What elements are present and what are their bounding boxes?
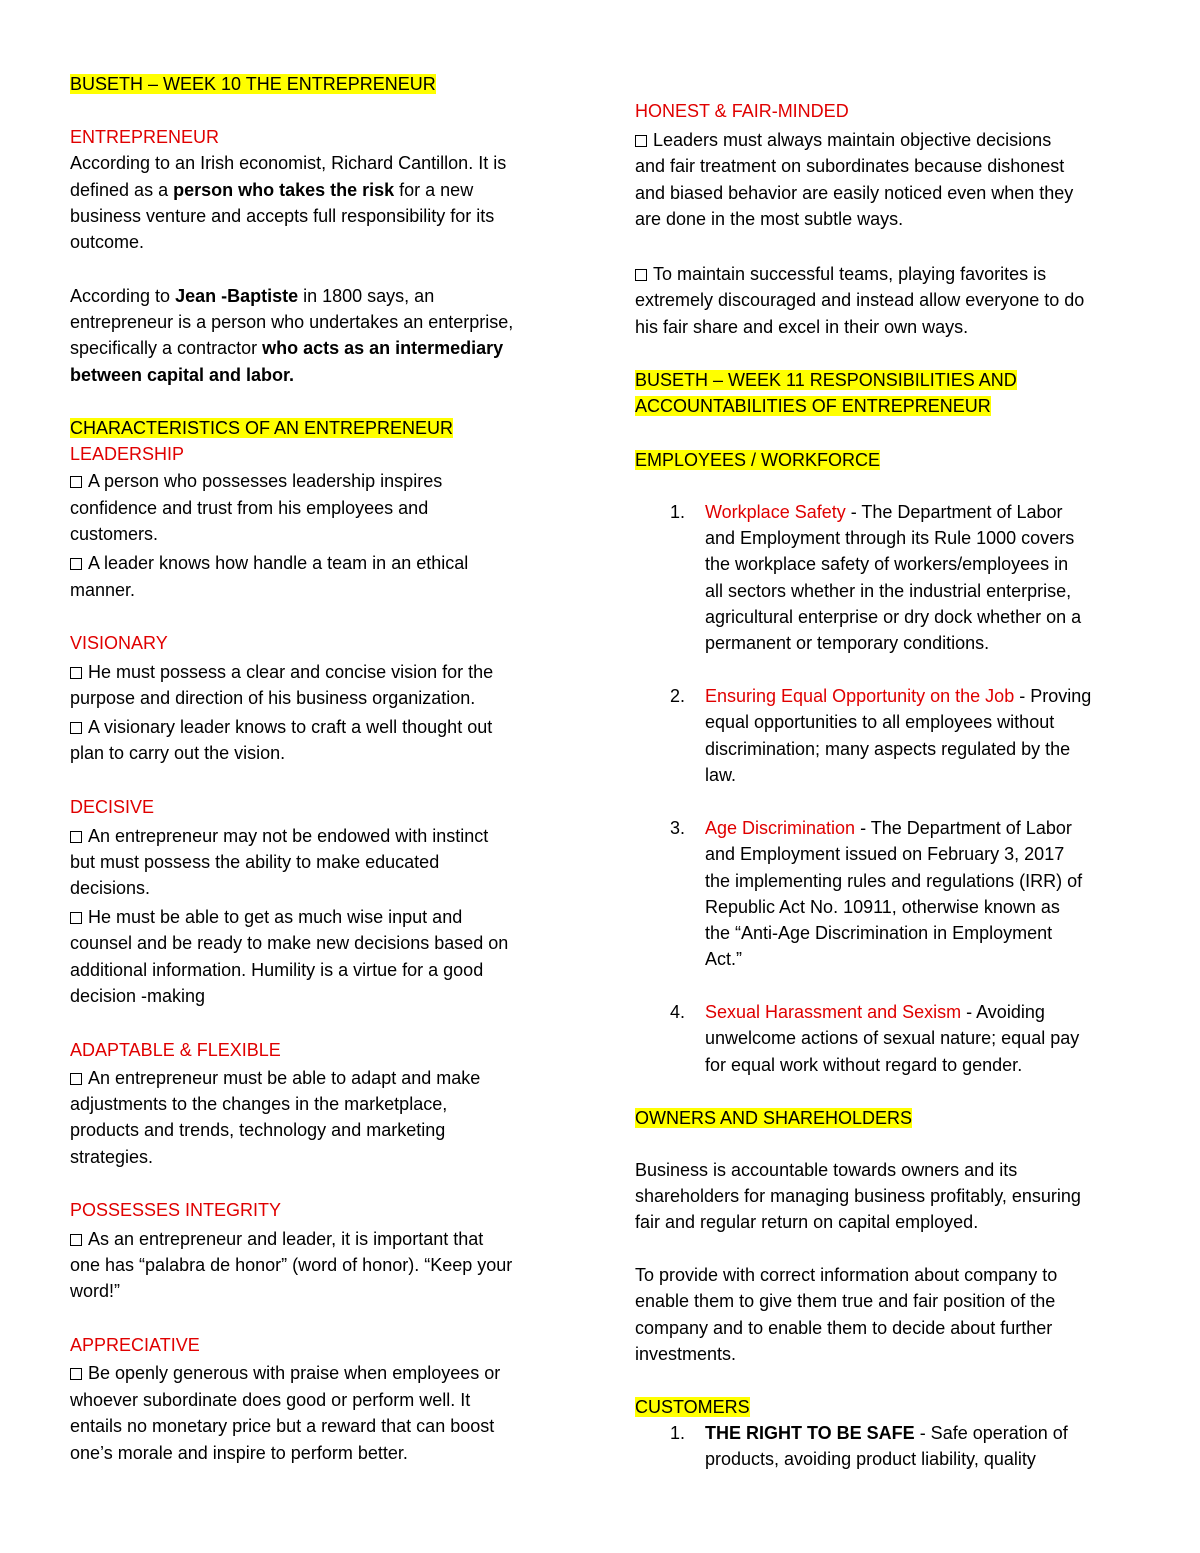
bullet-line: purpose and direction of his business organization. xyxy=(70,688,476,708)
owners-heading: OWNERS AND SHAREHOLDERS xyxy=(635,1108,913,1128)
bullet-line: manner. xyxy=(70,580,136,600)
checkbox-bullet-icon xyxy=(635,135,647,147)
list-number: 1. xyxy=(670,502,686,522)
list-item: Workplace Safety - The Department of Labor xyxy=(705,502,1063,522)
list-number: 2. xyxy=(670,686,686,706)
bullet-line: plan to carry out the vision. xyxy=(70,743,286,763)
checkbox-bullet-icon xyxy=(70,1073,82,1085)
week10-title: BUSETH – WEEK 10 THE ENTREPRENEUR xyxy=(70,74,436,94)
paragraph-line: company and to enable them to decide about further xyxy=(635,1318,1053,1338)
adaptable-heading: ADAPTABLE & FLEXIBLE xyxy=(70,1040,281,1060)
paragraph-line: According to Jean -Baptiste in 1800 says, an xyxy=(70,286,435,306)
bullet-line: An entrepreneur may not be endowed with instinct xyxy=(70,823,488,849)
appreciative-heading: APPRECIATIVE xyxy=(70,1335,200,1355)
paragraph-line: between capital and labor. xyxy=(70,365,295,385)
list-item-line: agricultural enterprise or dry dock whether on a xyxy=(705,607,1082,627)
bullet-line: one has “palabra de honor” (word of honor). “Keep your xyxy=(70,1255,513,1275)
decisive-heading: DECISIVE xyxy=(70,797,155,817)
list-item-line: Act.” xyxy=(705,949,743,969)
paragraph-line: investments. xyxy=(635,1344,737,1364)
paragraph-line: enable them to give them true and fair position of the xyxy=(635,1291,1056,1311)
checkbox-bullet-icon xyxy=(70,667,82,679)
checkbox-bullet-icon xyxy=(70,722,82,734)
bullet-line: A leader knows how handle a team in an ethical xyxy=(70,550,468,576)
list-item: Ensuring Equal Opportunity on the Job - Proving xyxy=(705,686,1092,706)
list-item-line: and Employment issued on February 3, 2017 xyxy=(705,844,1065,864)
list-item-line: the implementing rules and regulations (IRR) of xyxy=(705,871,1083,891)
bullet-line: whoever subordinate does good or perform well. It xyxy=(70,1390,471,1410)
paragraph-line: fair and regular return on capital employed. xyxy=(635,1212,979,1232)
bullet-line: decision -making xyxy=(70,986,206,1006)
paragraph-line: specifically a contractor who acts as an intermediary xyxy=(70,338,504,358)
entrepreneur-heading: ENTREPRENEUR xyxy=(70,127,220,147)
list-item: Age Discrimination - The Department of Labor xyxy=(705,818,1072,838)
bullet-line: entails no monetary price but a reward that can boost xyxy=(70,1416,495,1436)
list-item: THE RIGHT TO BE SAFE - Safe operation of xyxy=(705,1423,1068,1443)
bullet-line: A visionary leader knows to craft a well thought out xyxy=(70,714,492,740)
checkbox-bullet-icon xyxy=(70,1234,82,1246)
paragraph-line: To provide with correct information about company to xyxy=(635,1265,1058,1285)
bullet-line: He must be able to get as much wise input and xyxy=(70,904,462,930)
list-number: 3. xyxy=(670,818,686,838)
list-number: 1. xyxy=(670,1423,686,1443)
employees-heading: EMPLOYEES / WORKFORCE xyxy=(635,450,881,470)
checkbox-bullet-icon xyxy=(70,476,82,488)
characteristics-heading: CHARACTERISTICS OF AN ENTREPRENEUR xyxy=(70,418,454,438)
bullet-line: products and trends, technology and marketing xyxy=(70,1120,446,1140)
checkbox-bullet-icon xyxy=(635,269,647,281)
bullet-line: but must possess the ability to make educated xyxy=(70,852,440,872)
bullet-line: his fair share and excel in their own ways. xyxy=(635,317,969,337)
checkbox-bullet-icon xyxy=(70,1368,82,1380)
bullet-line: A person who possesses leadership inspires xyxy=(70,468,442,494)
leadership-heading: LEADERSHIP xyxy=(70,444,185,464)
bullet-line: strategies. xyxy=(70,1147,154,1167)
bullet-line: Be openly generous with praise when employees or xyxy=(70,1360,500,1386)
bullet-line: extremely discouraged and instead allow everyone to do xyxy=(635,290,1085,310)
list-item-line: the workplace safety of workers/employees in xyxy=(705,554,1069,574)
bullet-line: He must possess a clear and concise vision for the xyxy=(70,659,493,685)
bullet-line: Leaders must always maintain objective decisions xyxy=(635,127,1051,153)
paragraph-line: business venture and accepts full responsibility for its xyxy=(70,206,495,226)
paragraph-line: shareholders for managing business profitably, ensuring xyxy=(635,1186,1081,1206)
list-item-line: discrimination; many aspects regulated by the xyxy=(705,739,1071,759)
list-item-line: products, avoiding product liability, quality xyxy=(705,1449,1036,1469)
checkbox-bullet-icon xyxy=(70,912,82,924)
list-number: 4. xyxy=(670,1002,686,1022)
bullet-line: additional information. Humility is a virtue for a good xyxy=(70,960,484,980)
visionary-heading: VISIONARY xyxy=(70,633,168,653)
list-item-line: all sectors whether in the industrial enterprise, xyxy=(705,581,1072,601)
integrity-heading: POSSESSES INTEGRITY xyxy=(70,1200,282,1220)
list-item-line: unwelcome actions of sexual nature; equal pay xyxy=(705,1028,1080,1048)
list-item-line: equal opportunities to all employees without xyxy=(705,712,1055,732)
bullet-line: To maintain successful teams, playing favorites is xyxy=(635,261,1046,287)
honest-heading: HONEST & FAIR-MINDED xyxy=(635,101,849,121)
bullet-line: adjustments to the changes in the marketplace, xyxy=(70,1094,448,1114)
bullet-line: counsel and be ready to make new decisions based on xyxy=(70,933,509,953)
checkbox-bullet-icon xyxy=(70,558,82,570)
week11-title: BUSETH – WEEK 11 RESPONSIBILITIES AND xyxy=(635,370,1017,390)
paragraph-line: entrepreneur is a person who undertakes an enterprise, xyxy=(70,312,514,332)
paragraph-line: Business is accountable towards owners and its xyxy=(635,1160,1018,1180)
bullet-line: word!” xyxy=(70,1281,121,1301)
bullet-line: decisions. xyxy=(70,878,151,898)
checkbox-bullet-icon xyxy=(70,831,82,843)
bullet-line: one’s morale and inspire to perform better. xyxy=(70,1443,408,1463)
paragraph-line: defined as a person who takes the risk for a new xyxy=(70,180,474,200)
list-item-line: Republic Act No. 10911, otherwise known as xyxy=(705,897,1060,917)
bullet-line: customers. xyxy=(70,524,159,544)
bullet-line: and fair treatment on subordinates because dishonest xyxy=(635,156,1065,176)
paragraph-line: outcome. xyxy=(70,232,145,252)
bullet-line: are done in the most subtle ways. xyxy=(635,209,904,229)
list-item-line: permanent or temporary conditions. xyxy=(705,633,990,653)
customers-heading: CUSTOMERS xyxy=(635,1397,750,1417)
bullet-line: and biased behavior are easily noticed even when they xyxy=(635,183,1074,203)
bullet-line: An entrepreneur must be able to adapt and make xyxy=(70,1065,480,1091)
list-item: Sexual Harassment and Sexism - Avoiding xyxy=(705,1002,1045,1022)
bullet-line: As an entrepreneur and leader, it is important that xyxy=(70,1226,483,1252)
list-item-line: and Employment through its Rule 1000 covers xyxy=(705,528,1075,548)
week11-title: ACCOUNTABILITIES OF ENTREPRENEUR xyxy=(635,396,991,416)
list-item-line: the “Anti-Age Discrimination in Employment xyxy=(705,923,1053,943)
list-item-line: law. xyxy=(705,765,737,785)
bullet-line: confidence and trust from his employees and xyxy=(70,498,429,518)
list-item-line: for equal work without regard to gender. xyxy=(705,1055,1023,1075)
paragraph-line: According to an Irish economist, Richard Cantillon. It is xyxy=(70,153,507,173)
